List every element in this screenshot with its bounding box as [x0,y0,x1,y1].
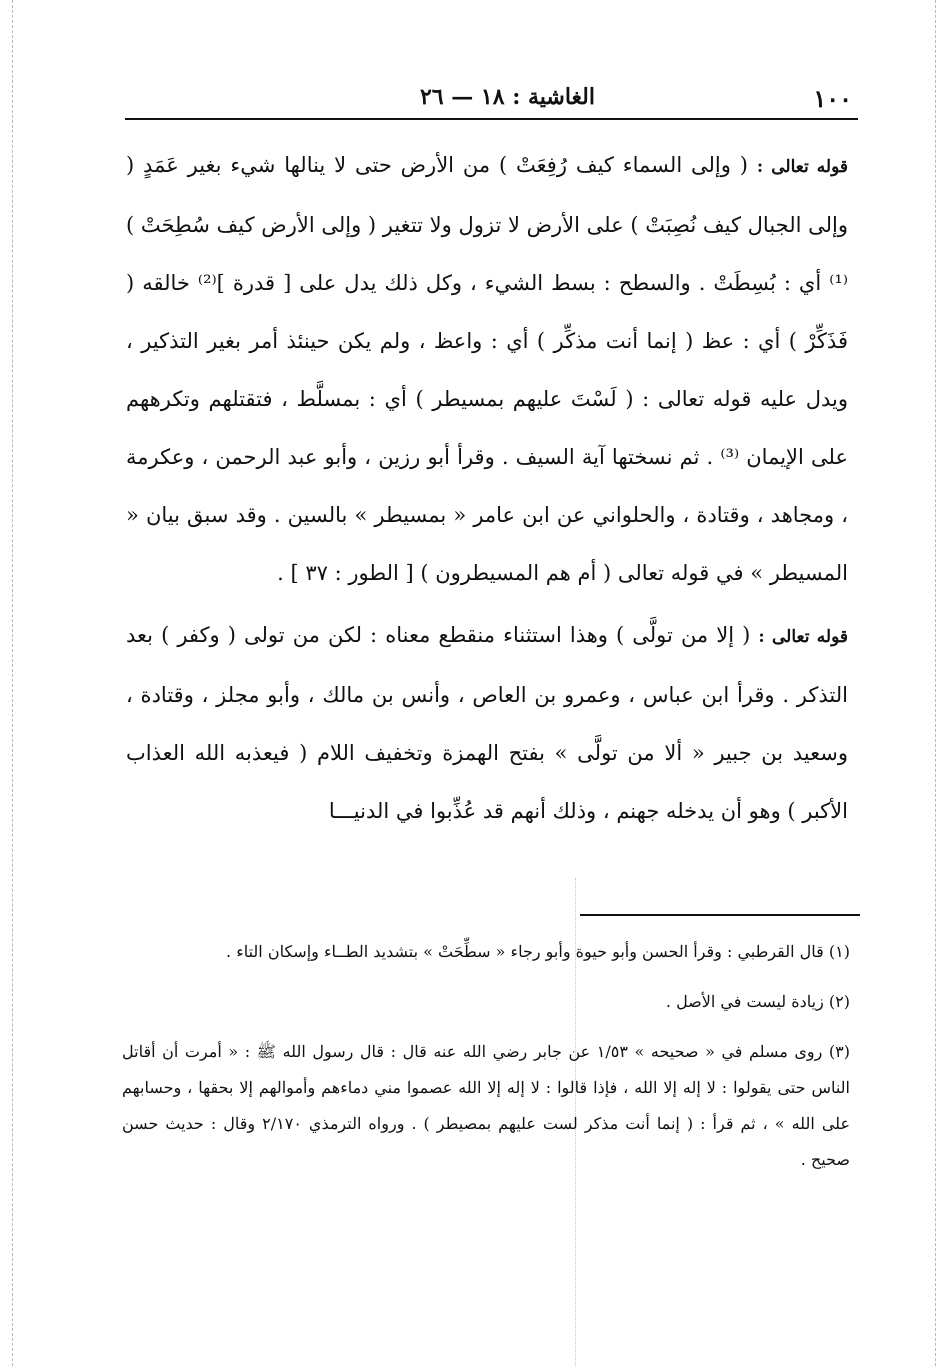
footnote-1: (١) قال القرطبي : وقرأ الحسن وأبو حيوة وأبو رجاء « سطِّحَتْ » بتشديد الطــاء وإسكان التاء . [226,942,850,961]
footnote-rule [580,914,860,916]
paragraph-text: ( وإلى السماء كيف رُفِعَتْ ) من الأرض حتى لا ينالها شيء بغير عَمَدٍ ( وإلى الجبال كيف نُصِبَتْ ) على الأرض لا تزول ولا تتغير ( وإلى الأرض كيف سُطِحَتْ )⁽¹⁾ أي : بُسِطَتْ . والسطح : بسط الشيء ، وكل ذلك يدل على [ قدرة ]⁽²⁾ خالقه ( فَذَكِّرْ ) أي : عظ ( إنما أنت مذكِّر ) أي : واعظ ، ولم يكن حينئذ أمر بغير التذكير ، ويدل عليه قوله تعالى : ( لَسْتَ عليهم بمسيطر ) أي : بمسلَّط ، فتقتلهم وتكرههم على الإيمان ⁽³⁾ . ثم نسختها آية السيف . وقرأ أبو رزين ، وأبو عبد الرحمن ، وعكرمة ، ومجاهد ، وقتادة ، والحلواني عن ابن عامر « بمسيطر » بالسين . وقد سبق بيان « المسيطر » في قوله تعالى ( أم هم المسيطرون ) [ الطور : ٣٧ ] . [126,153,848,585]
header-rule [125,118,858,120]
footnote-3: (٣) روى مسلم في « صحيحه » ١/٥٣ عن جابر رضي الله عنه قال : قال رسول الله ﷺ : « أمرت أن أقاتل الناس حتى يقولوا : لا إله إلا الله ، فإذا قالوا : لا إله إلا الله عصموا مني دماءهم وأموالهم إلا بحقها ، وحسابهم على الله » ، ثم قرأ : ( إنما أنت مذكر لست عليهم بمصيطر ) . ورواه الترمذي ٢/١٧٠ وقال : حديث حسن صحيح . [122,1042,851,1169]
page-number: ١٠٠ [813,84,852,113]
page-header [125,78,860,118]
scan-margin-right [935,0,936,1366]
main-text [126,136,848,844]
paragraph-1 [126,136,848,602]
running-title: الغاشية : ١٨ — ٢٦ [419,84,595,110]
scan-margin-left [12,0,13,1366]
paragraph-text: ( إلا من تولَّى ) وهذا استثناء منقطع معناه : لكن من تولى ( وكفر ) بعد التذكر . وقرأ ابن عباس ، وعمرو بن العاص ، وأنس بن مالك ، وأبو مجلز ، وقتادة ، وسعيد بن جبير « ألا من تولَّى » بفتح الهمزة وتخفيف اللام ( فيعذبه الله العذاب الأكبر ) وهو أن يدخله جهنم ، وذلك أنهم قد عُذِّبوا في الدنيـــا [126,623,848,823]
paragraph-2 [126,606,848,840]
footnote-2: (٢) زيادة ليست في الأصل . [665,992,850,1011]
footnotes [122,934,850,1192]
paragraph-lead: قوله تعالى : [756,157,849,177]
paragraph-lead: قوله تعالى : [758,627,848,647]
